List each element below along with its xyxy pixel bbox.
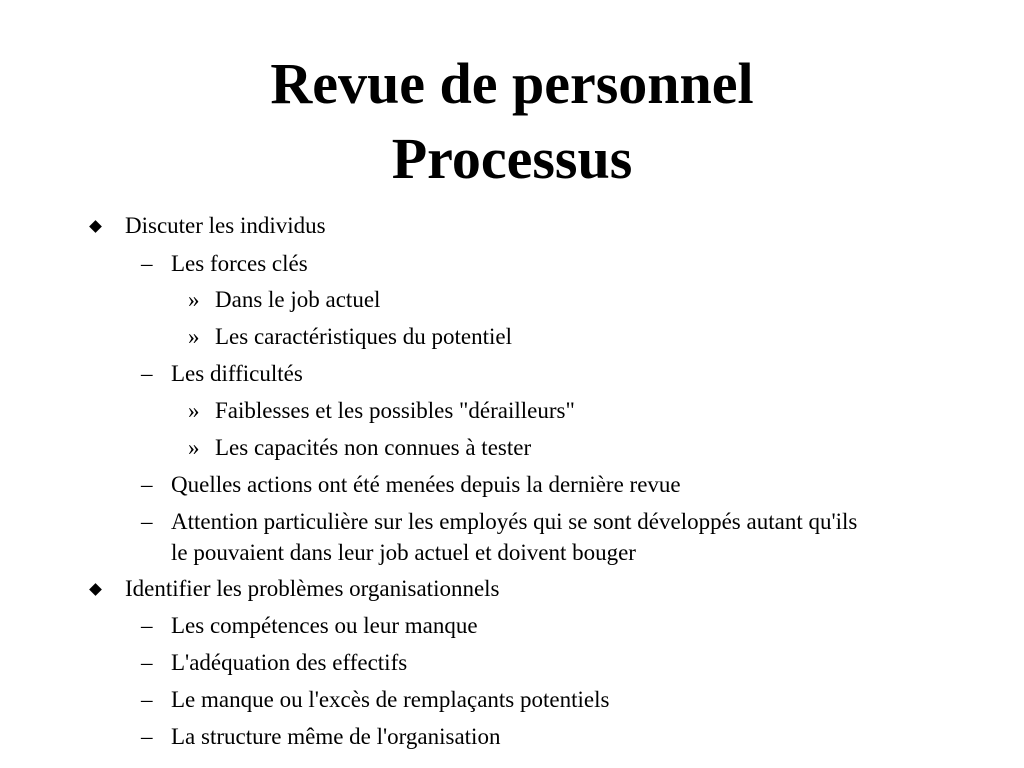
bullet-text: le pouvaient dans leur job actuel et doivent bouger [171, 540, 636, 565]
title-line-2: Processus [391, 126, 633, 191]
dash-bullet: – [141, 472, 153, 497]
dash-bullet: – [141, 613, 153, 638]
raquo-bullet: » [188, 324, 200, 349]
dash-bullet: – [141, 361, 153, 386]
bullet-text: Les compétences ou leur manque [171, 613, 478, 638]
bullet-text: Les difficultés [171, 361, 303, 386]
raquo-bullet: » [188, 435, 200, 460]
bullet-text: Les capacités non connues à tester [215, 435, 532, 460]
bullet-text: Faiblesses et les possibles "dérailleurs" [215, 398, 575, 423]
slide-title [0, 46, 1024, 196]
dash-bullet: – [141, 509, 153, 534]
bullet-text: Le manque ou l'excès de remplaçants potentiels [171, 687, 610, 712]
bullet-text: Identifier les problèmes organisationnels [125, 576, 500, 601]
raquo-bullet: » [188, 398, 200, 423]
bullet-text: Les forces clés [171, 251, 308, 276]
diamond-bullet-icon [89, 583, 102, 596]
bullet-text: Attention particulière sur les employés qui se sont développés autant qu'ils [171, 509, 858, 534]
bullet-text: Discuter les individus [125, 213, 326, 238]
bullet-text: La structure même de l'organisation [171, 724, 501, 749]
dash-bullet: – [141, 724, 153, 749]
bullet-text: L'adéquation des effectifs [171, 650, 408, 675]
bullet-text: Quelles actions ont été menées depuis la dernière revue [171, 472, 681, 497]
raquo-bullet: » [188, 287, 200, 312]
bullet-text: Dans le job actuel [215, 287, 381, 312]
diamond-bullet-icon [89, 220, 102, 233]
bullet-text: Les caractéristiques du potentiel [215, 324, 512, 349]
dash-bullet: – [141, 650, 153, 675]
dash-bullet: – [141, 251, 153, 276]
title-line-1: Revue de personnel [270, 51, 754, 116]
dash-bullet: – [141, 687, 153, 712]
